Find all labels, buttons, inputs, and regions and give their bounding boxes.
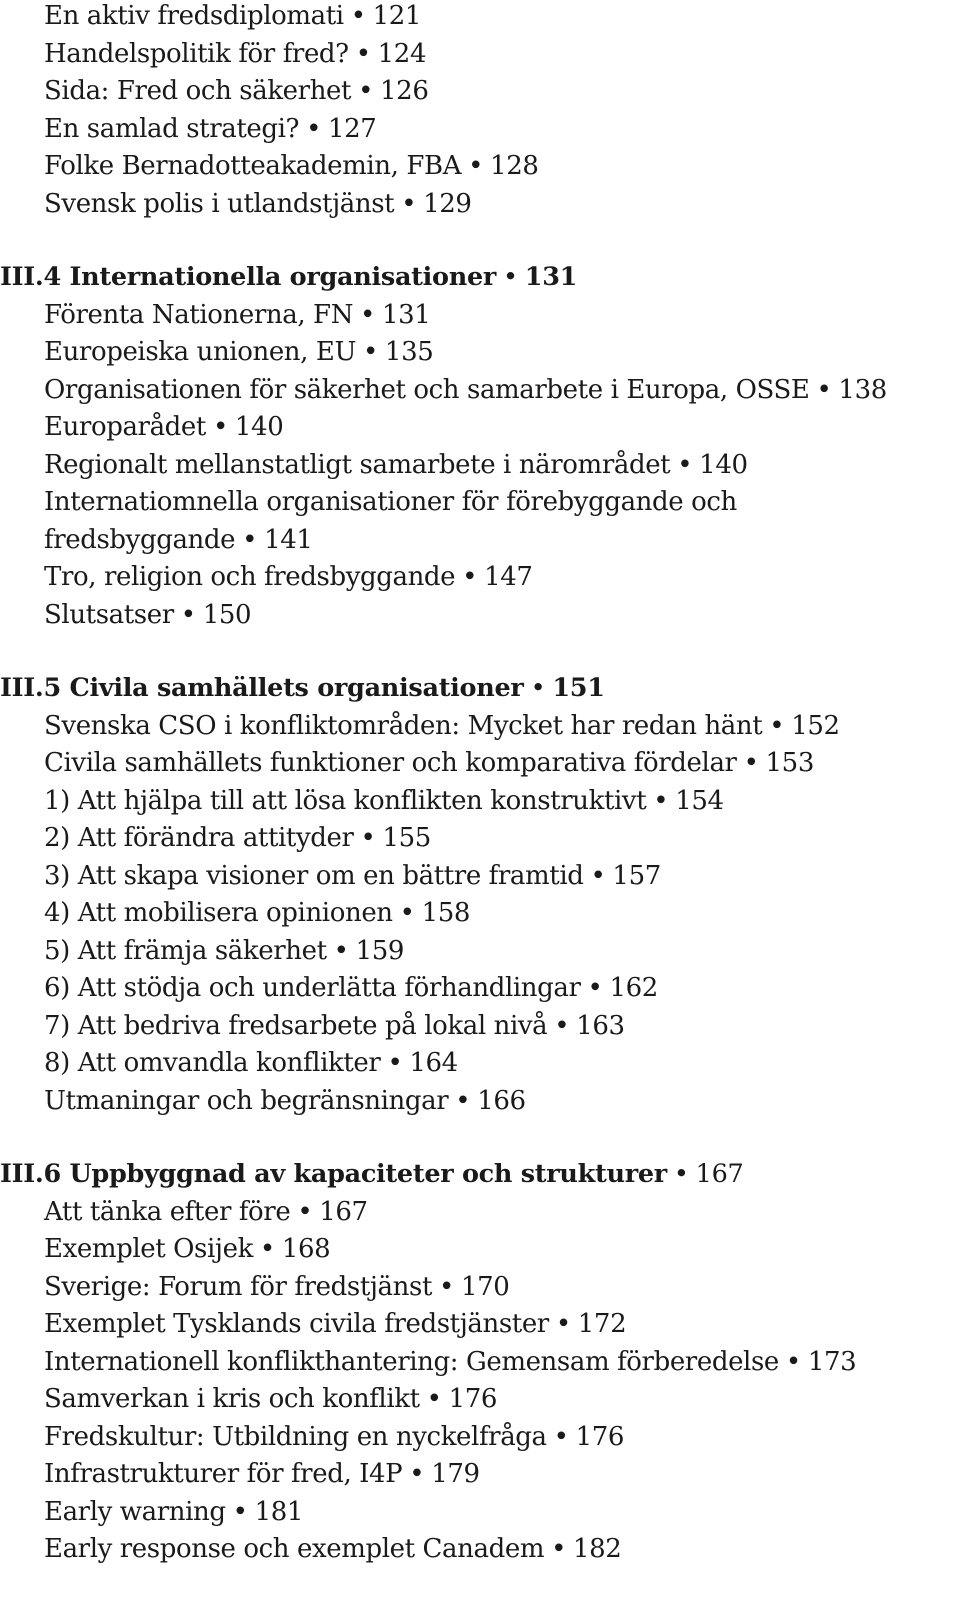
toc-entry [44, 148, 944, 186]
toc-entry-title: Europarådet [44, 412, 206, 442]
toc-entry-page: 159 [355, 935, 405, 966]
toc-bullet: • [426, 1384, 442, 1414]
toc-bullet: • [468, 151, 484, 181]
toc-entry-page: 168 [281, 1234, 331, 1264]
toc-bullet: • [232, 1496, 248, 1527]
toc-entry-page: 163 [576, 1010, 625, 1041]
toc-bullet: • [242, 524, 258, 555]
toc-entry-title: Svensk polis i utlandstjänst [44, 188, 395, 219]
toc-entry-page: 176 [448, 1384, 498, 1414]
toc-entry-page: 162 [609, 973, 658, 1003]
toc-bullet: • [399, 898, 415, 928]
toc-entry-title: Sverige: Forum för fredstjänst [44, 1271, 432, 1302]
toc-entry-page: 170 [460, 1271, 510, 1302]
toc-entry-title: Exemplet Tysklands civila fredstjänster [44, 1309, 549, 1339]
toc-entry-page: 154 [675, 785, 724, 816]
toc-heading-title: III.6 Uppbyggnad av kapaciteter och strukturer [0, 1159, 667, 1189]
toc-bullet: • [360, 299, 375, 330]
toc-entry-title: En aktiv fredsdiplomati [44, 1, 344, 31]
toc-entry [44, 1231, 944, 1269]
toc-entry-page: 166 [477, 1085, 526, 1116]
toc-entry-title: 6) Att stödja och underlätta förhandlingar [44, 973, 581, 1003]
toc-entry-page: 153 [765, 748, 814, 778]
toc-entry [44, 1381, 944, 1419]
toc-entry-page: 150 [202, 599, 252, 630]
toc-entry-page: 181 [254, 1496, 303, 1527]
toc-entry [44, 559, 944, 597]
toc-entry-title: Handelspolitik för fred? [44, 38, 349, 69]
toc-entry-title: Europeiska unionen, EU [44, 337, 356, 367]
toc-entry-title: Internatiomnella organisationer för förebyggande och [44, 487, 737, 517]
toc-entry-title: 1) Att hjälpa till att lösa konflikten konstruktivt [44, 785, 647, 816]
toc-bullet: • [743, 748, 759, 778]
toc-bullet: • [554, 1010, 570, 1041]
toc-entry-page: 158 [421, 898, 471, 928]
toc-entry [44, 297, 944, 335]
toc-entry [44, 1008, 944, 1046]
toc-entry-title: Exemplet Osijek [44, 1234, 253, 1264]
toc-section-heading [0, 1156, 944, 1194]
toc-entry-title: Infrastrukturer för fred, I4P [44, 1459, 403, 1489]
toc-bullet: • [355, 38, 371, 69]
toc-bullet: • [555, 1309, 571, 1339]
toc-entry [44, 895, 944, 933]
toc-entry [44, 858, 944, 896]
toc-bullet: • [297, 1196, 313, 1227]
toc-entry-page: 173 [807, 1346, 857, 1377]
toc-bullet: • [462, 562, 478, 592]
toc-entry [44, 970, 944, 1008]
toc-entry [44, 783, 944, 821]
toc-bullet: • [439, 1271, 454, 1302]
toc-bullet: • [387, 1048, 403, 1078]
toc-heading-title: III.5 Civila samhällets organisationer [0, 673, 524, 703]
toc-bullet: • [653, 785, 669, 816]
toc-entry [44, 1194, 944, 1232]
toc-bullet: • [306, 113, 322, 144]
toc-entry [44, 1456, 944, 1494]
toc-bullet: • [673, 1159, 689, 1189]
toc-entry-page: 124 [377, 38, 427, 69]
toc-entry-title: Förenta Nationerna, FN [44, 299, 354, 330]
toc-entry-title: 3) Att skapa visioner om en bättre framtid [44, 860, 584, 891]
toc-entry-title: Att tänka efter före [44, 1196, 291, 1227]
toc-entry-title: Regionalt mellanstatligt samarbete i närområdet [44, 449, 671, 480]
toc-entry-title: 7) Att bedriva fredsarbete på lokal nivå [44, 1010, 548, 1041]
toc-bullet: • [590, 860, 606, 891]
toc-entry-page: 182 [573, 1534, 622, 1564]
toc-heading-page: 131 [524, 262, 578, 292]
toc-entry [44, 745, 944, 783]
toc-bullet: • [212, 412, 228, 442]
toc-section-heading [0, 259, 944, 297]
toc-entry-page: 140 [234, 412, 284, 442]
toc-bullet: • [409, 1459, 425, 1489]
toc-entry-title: fredsbyggande [44, 524, 236, 555]
toc-entry-page: 179 [431, 1459, 480, 1489]
toc-entry [44, 372, 944, 410]
toc-entry [44, 0, 944, 36]
toc-entry-page: 129 [423, 188, 472, 219]
toc-entry-title: Folke Bernadotteakademin, FBA [44, 151, 462, 181]
toc-entry [44, 36, 944, 74]
toc-entry-title: Samverkan i kris och konflikt [44, 1384, 420, 1414]
section-gap [44, 223, 944, 259]
toc-entry [44, 1306, 944, 1344]
toc-bullet: • [350, 1, 366, 31]
section-gap [44, 1120, 944, 1156]
toc-entry-title: Civila samhällets funktioner och komparativa fördelar [44, 748, 737, 778]
toc-bullet: • [358, 76, 374, 106]
toc-bullet: • [180, 599, 196, 630]
toc-bullet: • [587, 973, 603, 1003]
toc-bullet: • [553, 1421, 569, 1452]
toc-bullet: • [503, 262, 518, 292]
toc-entry-page: 147 [484, 562, 533, 592]
toc-entry-page: 127 [328, 113, 377, 144]
toc-bullet: • [785, 1346, 801, 1377]
toc-bullet: • [769, 710, 785, 741]
toc-entry-page: 152 [791, 710, 840, 741]
toc-entry-title: Early warning [44, 1496, 226, 1527]
toc-entry-title: Internationell konflikthantering: Gemensam förberedelse [44, 1346, 779, 1377]
toc-entry [44, 111, 944, 149]
toc-heading-page: 151 [552, 673, 605, 703]
toc-entry-page: 131 [381, 299, 431, 330]
toc-entry-page: 164 [409, 1048, 458, 1078]
toc-entry-title: Early response och exemplet Canadem [44, 1534, 545, 1564]
toc-entry [44, 1083, 944, 1121]
toc-bullet: • [401, 188, 417, 219]
toc-entry-title: Slutsatser [44, 599, 174, 630]
toc-entry-title: 4) Att mobilisera opinionen [44, 898, 393, 928]
toc-entry [44, 447, 944, 485]
toc-entry-title: Fredskultur: Utbildning en nyckelfråga [44, 1421, 547, 1452]
toc-entry-title: Sida: Fred och säkerhet [44, 76, 352, 106]
toc-entry-page: 126 [380, 76, 429, 106]
toc-entry-title: Tro, religion och fredsbyggande [44, 562, 456, 592]
toc-entry-page: 157 [612, 860, 661, 891]
toc-entry [44, 1045, 944, 1083]
toc-entry-title: 8) Att omvandla konflikter [44, 1048, 381, 1078]
toc-bullet: • [530, 673, 546, 703]
toc-entry [44, 409, 944, 447]
toc-entry [44, 484, 944, 522]
toc-bullet: • [677, 449, 693, 480]
toc-bullet: • [455, 1085, 471, 1116]
toc-heading-page: 167 [695, 1159, 744, 1189]
toc-heading-title: III.4 Internationella organisationer [0, 262, 497, 292]
toc-entry-page: 172 [577, 1309, 627, 1339]
toc-entry-title: 2) Att förändra attityder [44, 823, 354, 853]
toc-entry-title: Organisationen för säkerhet och samarbete i Europa, OSSE [44, 374, 810, 405]
toc-entry [44, 334, 944, 372]
toc-entry [44, 597, 944, 635]
toc-entry-page: 140 [699, 449, 748, 480]
toc-entry-page: 138 [838, 374, 887, 405]
toc-section-heading [0, 670, 944, 708]
toc-entry [44, 1531, 944, 1569]
toc-entry-page: 155 [382, 823, 431, 853]
toc-entry-page: 176 [575, 1421, 625, 1452]
toc-entry [44, 820, 944, 858]
toc-entry [44, 186, 944, 224]
toc-entry [44, 1494, 944, 1532]
toc-entry-page: 135 [384, 337, 434, 367]
toc-entry [44, 73, 944, 111]
section-gap [44, 634, 944, 670]
toc-entry-page: 121 [372, 1, 422, 31]
toc-entry-title: Utmaningar och begränsningar [44, 1085, 449, 1116]
toc-entry-title: 5) Att främja säkerhet [44, 935, 327, 966]
toc-bullet: • [816, 374, 832, 405]
toc-bullet: • [333, 935, 349, 966]
toc-entry [44, 522, 944, 560]
toc-bullet: • [551, 1534, 567, 1564]
toc-entry [44, 933, 944, 971]
toc-bullet: • [360, 823, 376, 853]
toc-entry [44, 708, 944, 746]
toc-entry-title: Svenska CSO i konfliktområden: Mycket har redan hänt [44, 710, 763, 741]
toc-entry [44, 1269, 944, 1307]
toc-entry [44, 1344, 944, 1382]
toc-entry-title: En samlad strategi? [44, 113, 300, 144]
toc-entry-page: 128 [490, 151, 539, 181]
toc-bullet: • [362, 337, 378, 367]
toc-entry-page: 141 [264, 524, 313, 555]
toc-entry [44, 1419, 944, 1457]
toc-bullet: • [259, 1234, 275, 1264]
toc-entry-page: 167 [319, 1196, 368, 1227]
